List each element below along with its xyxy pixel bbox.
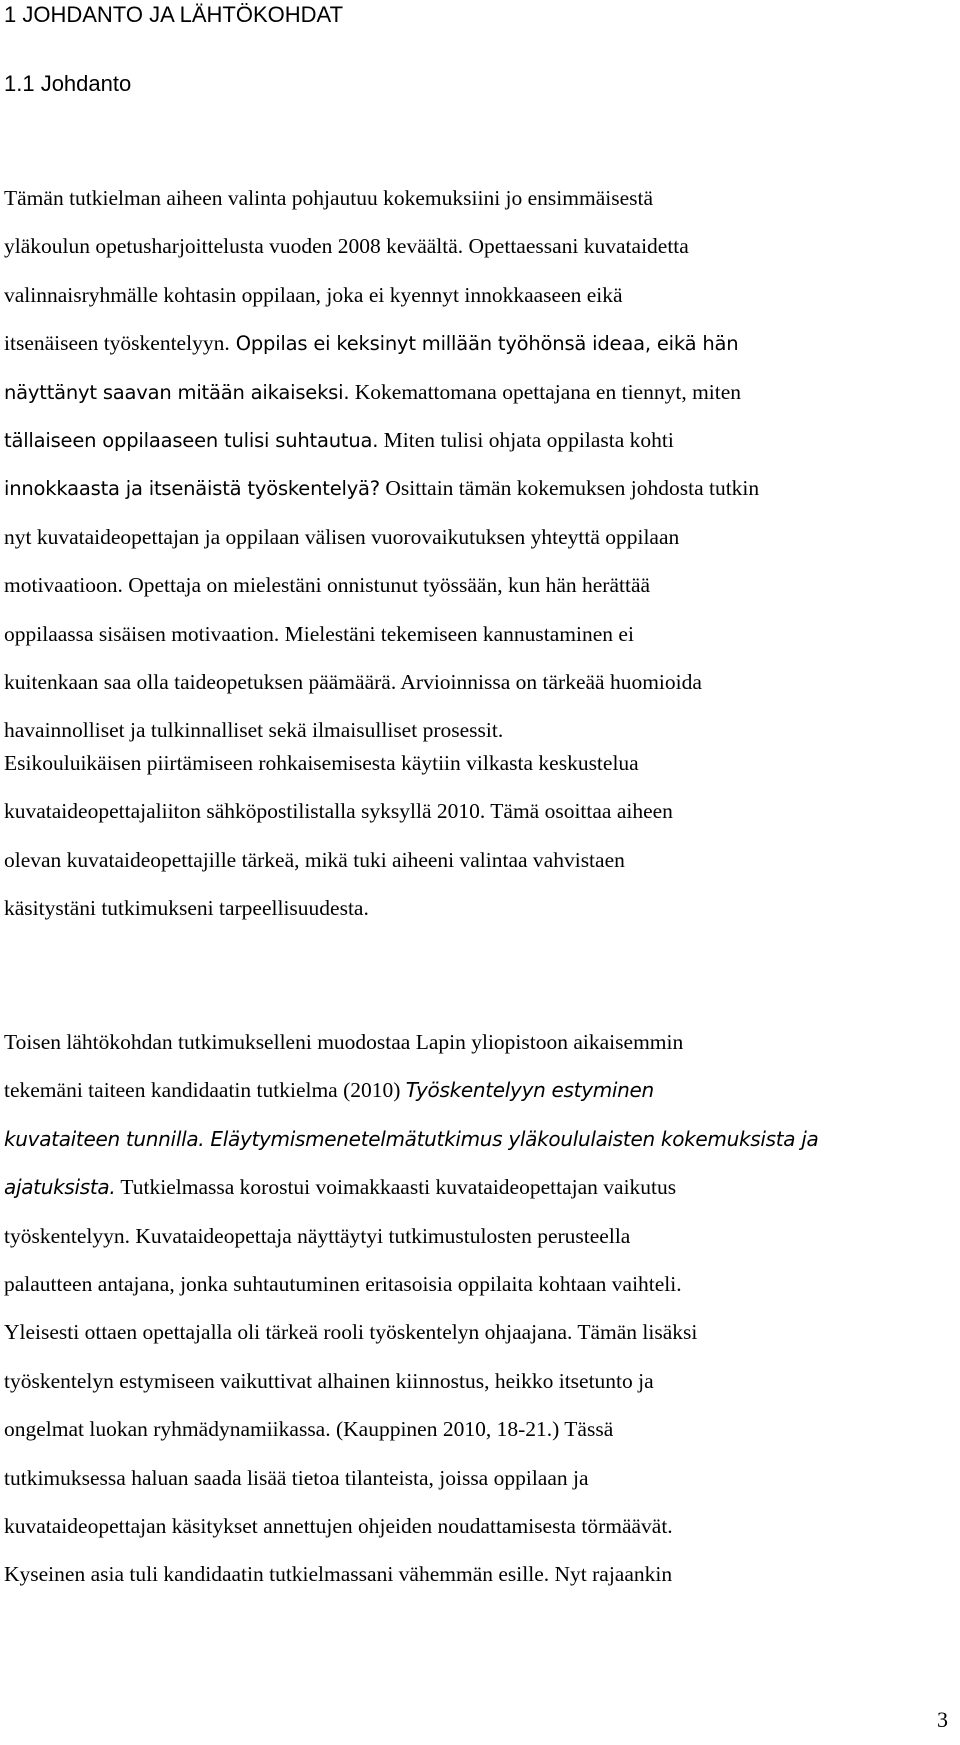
paragraph-line: käsitystäni tutkimukseni tarpeellisuudesta. — [4, 896, 369, 921]
text-run: Mielestäni tekemiseen kannustaminen ei — [279, 621, 634, 646]
text-run: Arvioinnissa on tärkeää huomioida — [396, 669, 702, 694]
paragraph-line — [4, 174, 956, 222]
paragraph-line: tutkimuksessa haluan saada lisää tietoa tilanteista, joissa oppilaan ja — [4, 1465, 589, 1490]
paragraph-3 — [4, 1018, 956, 1599]
paragraph-line: Kyseinen asia tuli kandidaatin tutkielmassani vähemmän esille. Nyt rajaankin — [4, 1562, 673, 1587]
paragraph-line — [4, 368, 956, 416]
paragraph-line — [4, 222, 956, 270]
thesis-title: Työskentelyyn estyminen — [405, 1078, 654, 1103]
text-run: Miten tulisi ohjata oppilasta kohti — [378, 427, 674, 452]
text-run: havainnolliset ja tulkinnalliset sekä ilmaisulliset prosessit. — [4, 718, 504, 743]
paragraph-line — [4, 1066, 956, 1114]
text-run: oppilaassa sisäisen motivaation. — [4, 621, 280, 646]
page-number: 3 — [937, 1707, 948, 1732]
thesis-title: kuvataiteen tunnilla. Eläytymismenetelmätutkimus yläkoululaisten kokemuksista ja — [4, 1126, 819, 1151]
paragraph-line: työskentelyn estymiseen vaikuttivat alhainen kiinnostus, heikko itsetunto ja — [4, 1368, 654, 1393]
paragraph-line — [4, 658, 956, 706]
text-run: kuitenkaan saa olla taideopetuksen päämäärä. — [4, 669, 397, 694]
paragraph-line — [4, 1115, 956, 1163]
text-run-sans: Oppilas ei keksinyt millään työhönsä ideaa, eikä hän — [229, 332, 739, 356]
chapter-heading: 1 JOHDANTO JA LÄHTÖKOHDAT — [4, 2, 344, 27]
paragraph-line: Yleisesti ottaen opettajalla oli tärkeä rooli työskentelyn ohjaajana. Tämän lisäksi — [4, 1320, 698, 1345]
paragraph-line: Toisen lähtökohdan tutkimukselleni muodostaa Lapin yliopistoon aikaisemmin — [4, 1030, 684, 1054]
paragraph-line: olevan kuvataideopettajille tärkeä, mikä tuki aiheeni valintaa vahvistaen — [4, 847, 625, 872]
text-run: tekemäni taiteen kandidaatin tutkielma (2010) — [4, 1078, 406, 1103]
paragraph-line: palautteen antajana, jonka suhtautuminen eritasoisia oppilaita kohtaan vaihteli. — [4, 1271, 682, 1296]
paragraph-line: työskentelyyn. Kuvataideopettaja näyttäytyi tutkimustulosten perusteella — [4, 1223, 631, 1248]
paragraph-1 — [4, 174, 956, 755]
paragraph-line — [4, 513, 956, 561]
paragraph-line — [4, 561, 956, 609]
paragraph-line — [4, 464, 956, 512]
text-run: motivaatioon. — [4, 573, 123, 598]
text-run: valinnaisryhmälle kohtasin oppilaan, joka ei kyennyt innokkaaseen eikä — [4, 282, 623, 307]
text-run-sans: innokkaasta ja itsenäistä työskentelyä? — [4, 477, 380, 501]
paragraph-line: kuvataideopettajan käsitykset annettujen ohjeiden noudattamisesta törmäävät. — [4, 1513, 673, 1538]
text-run: Kokemattomana opettajana en tiennyt, miten — [349, 379, 742, 404]
text-run: yläkoulun opetusharjoittelusta vuoden 2008 keväältä. Opettaessani kuvataidetta — [4, 234, 689, 259]
text-run: nyt kuvataideopettajan ja oppilaan välisen vuorovaikutuksen yhteyttä oppilaan — [4, 524, 680, 549]
thesis-title: ajatuksista. — [4, 1175, 116, 1200]
text-run-sans: tällaiseen oppilaaseen tulisi suhtautua. — [4, 428, 379, 452]
text-run: Tutkielmassa korostui voimakkaasti kuvataideopettajan vaikutus — [115, 1175, 677, 1200]
text-run-sans: näyttänyt saavan mitään aikaiseksi. — [4, 380, 350, 404]
paragraph-line: kuvataideopettajaliiton sähköpostilistalla syksyllä 2010. Tämä osoittaa aiheen — [4, 799, 673, 824]
section-heading: 1.1 Johdanto — [4, 71, 132, 96]
paragraph-2 — [4, 739, 956, 933]
paragraph-line: Esikouluikäisen piirtämiseen rohkaisemisesta käytiin vilkasta keskustelua — [4, 751, 639, 775]
paragraph-line — [4, 271, 956, 319]
text-run: Tämän tutkielman aiheen valinta pohjautuu kokemuksiini jo ensimmäisestä — [4, 186, 654, 210]
paragraph-line — [4, 319, 956, 367]
text-run: Osittain tämän kokemuksen johdosta tutkin — [379, 476, 760, 501]
paragraph-line — [4, 416, 956, 464]
paragraph-line: ongelmat luokan ryhmädynamiikassa. (Kauppinen 2010, 18-21.) Tässä — [4, 1417, 614, 1442]
text-run: itsenäiseen työskentelyyn. — [4, 331, 230, 356]
paragraph-line — [4, 1163, 956, 1211]
text-run: Opettaja on mielestäni onnistunut työssään, kun hän herättää — [122, 573, 651, 598]
paragraph-line — [4, 610, 956, 658]
